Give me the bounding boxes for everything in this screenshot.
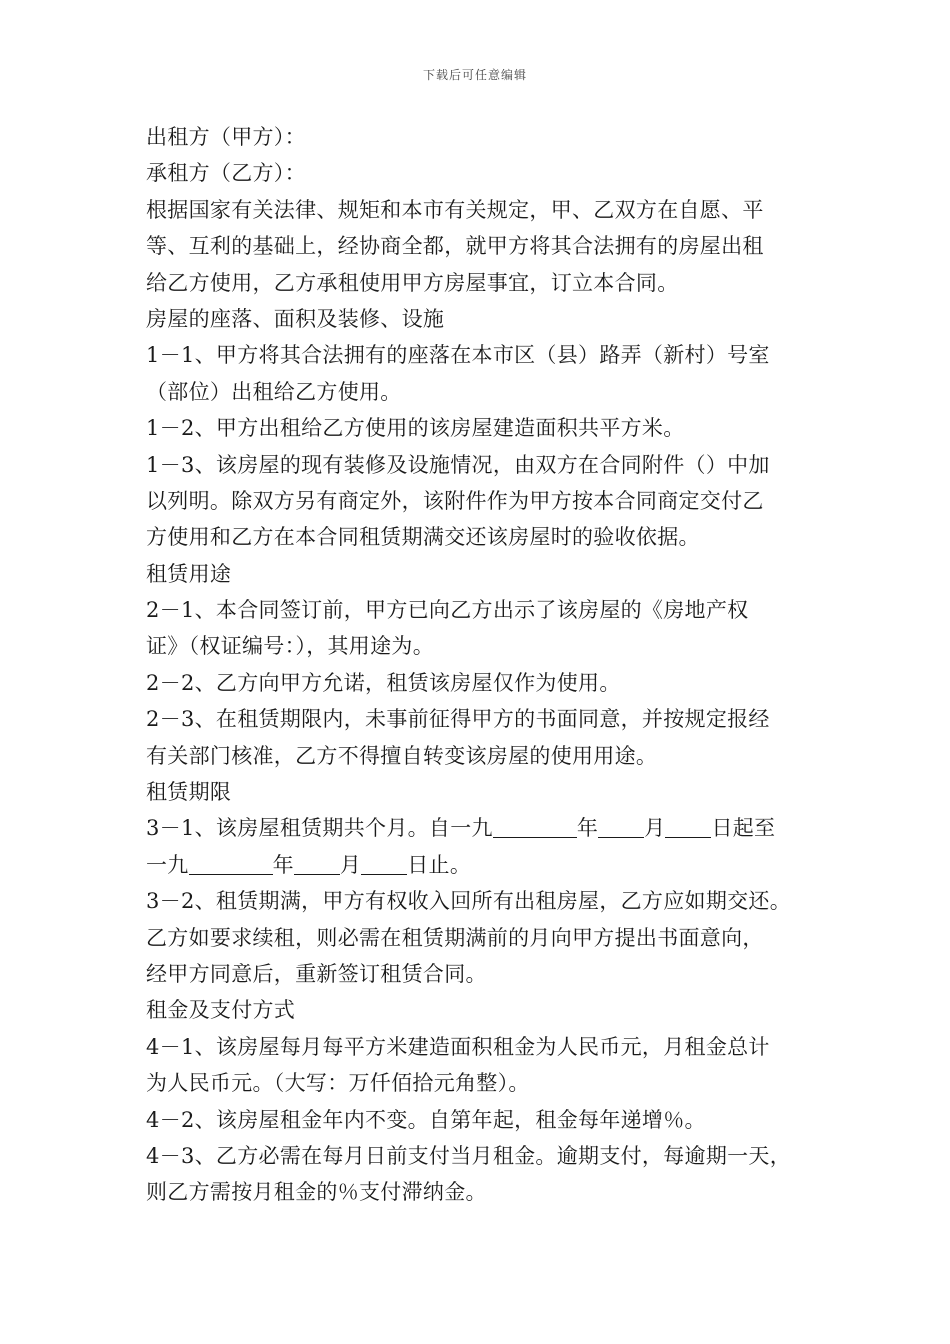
intro-line-2: 等、互利的基础上，经协商全都，就甲方将其合法拥有的房屋出租 [146, 234, 764, 259]
clause-4-3-line-2: 则乙方需按月租金的％支付滞纳金。 [146, 1180, 487, 1205]
end-day-blank [361, 852, 407, 875]
clause-1-2-line-1: 1－2、甲方出租给乙方使用的该房屋建造面积共平方米。 [146, 416, 685, 441]
section-3-title: 租赁期限 [146, 780, 232, 805]
clause-2-3-line-1: 2－3、在租赁期限内，未事前征得甲方的书面同意，并按规定报经 [146, 707, 770, 732]
end-month-label: 月 [339, 852, 362, 877]
start-year-blank [493, 815, 577, 838]
end-year-label: 年 [272, 852, 294, 877]
clause-4-3-line-1: 4－3、乙方必需在每月日前支付当月租金。逾期支付，每逾期一天， [146, 1143, 792, 1168]
lessor-line: 出租方（甲方）： [146, 125, 306, 149]
end-month-blank [294, 852, 340, 875]
start-day-blank [665, 815, 711, 838]
clause-3-2-line-2: 乙方如要求续租，则必需在租赁期满前的月向甲方提出书面意向， [146, 925, 764, 950]
clause-1-1-line-2: （部位）出租给乙方使用。 [146, 379, 402, 404]
clause-2-3-line-2: 有关部门核准，乙方不得擅自转变该房屋的使用用途。 [146, 743, 658, 768]
from-label: 日起至 [711, 816, 776, 841]
clause-1-3-line-1: 1－3、该房屋的现有装修及设施情况，由双方在合同附件（）中加 [146, 452, 770, 477]
section-4-title: 租金及支付方式 [146, 998, 296, 1023]
lessee-line: 承租方（乙方）： [146, 161, 306, 186]
contract-body [146, 119, 816, 1211]
start-month-blank [598, 815, 644, 838]
section-2-title: 租赁用途 [146, 561, 232, 586]
clause-3-1-line-2 [146, 847, 816, 883]
year-label: 年 [576, 816, 599, 841]
clause-4-1-line-2: 为人民币元。（大写：万仟佰拾元角整）。 [146, 1071, 530, 1096]
end-year-blank [189, 852, 273, 875]
page-header-note: 下载后可任意编辑 [422, 68, 527, 82]
clause-3-2-line-1: 3－2、租赁期满，甲方有权收入回所有出租房屋，乙方应如期交还。 [146, 889, 792, 914]
section-1-title: 房屋的座落、面积及装修、设施 [146, 306, 445, 331]
clause-1-3-line-3: 方使用和乙方在本合同租赁期满交还该房屋时的验收依据。 [146, 525, 700, 550]
clause-4-1-line-1: 4－1、该房屋每月每平方米建造面积租金为人民币元，月租金总计 [146, 1034, 770, 1059]
clause-2-1-line-1: 2－1、本合同签订前，甲方已向乙方出示了该房屋的《房地产权 [146, 598, 749, 623]
intro-line-3: 给乙方使用，乙方承租使用甲方房屋事宜，订立本合同。 [146, 270, 679, 295]
clause-2-2-line-1: 2－2、乙方向甲方允诺，租赁该房屋仅作为使用。 [146, 670, 621, 695]
clause-3-1-text-b: 一九 [146, 852, 189, 877]
clause-3-1-line-1 [146, 810, 816, 846]
until-label: 日止。 [407, 852, 472, 877]
clause-3-2-line-3: 经甲方同意后，重新签订租赁合同。 [146, 961, 487, 986]
month-label: 月 [644, 816, 666, 841]
clause-2-1-line-2: 证》（权证编号：），其用途为。 [146, 634, 434, 659]
clause-1-1-line-1: 1－1、甲方将其合法拥有的座落在本市区（县）路弄（新村）号室 [146, 343, 770, 368]
intro-line-1: 根据国家有关法律、规矩和本市有关规定，甲、乙双方在自愿、平 [146, 197, 764, 222]
clause-3-1-text-a: 3－1、该房屋租赁期共个月。自一九 [146, 816, 493, 841]
clause-1-3-line-2: 以列明。除双方另有商定外，该附件作为甲方按本合同商定交付乙 [146, 488, 764, 513]
clause-4-2-line-1: 4－2、该房屋租金年内不变。自第年起，租金每年递增％。 [146, 1107, 706, 1132]
